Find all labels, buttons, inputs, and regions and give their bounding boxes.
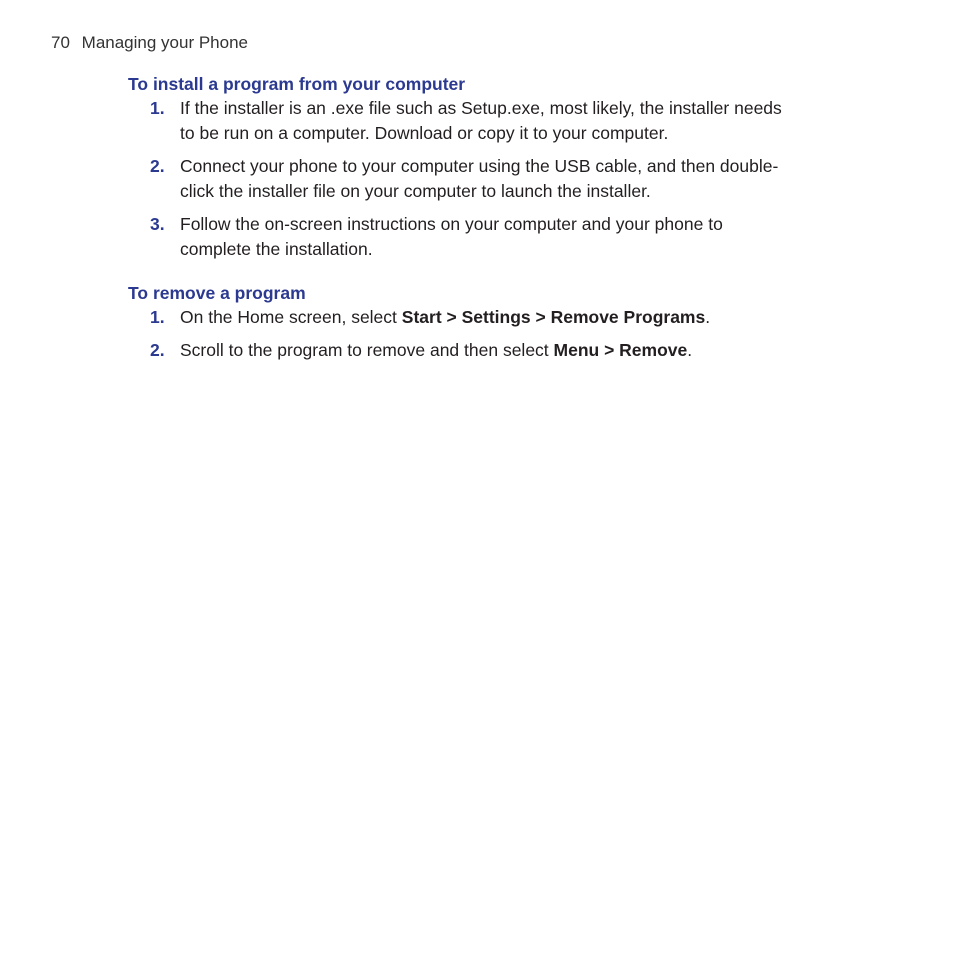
step-number: 2.: [150, 156, 165, 176]
step-number: 2.: [150, 340, 165, 360]
step-text-line: to be run on a computer. Download or copy it to your computer.: [180, 123, 669, 143]
step-text-line: If the installer is an .exe file such as Setup.exe, most likely, the installer needs: [180, 98, 782, 118]
remove-steps: [128, 305, 868, 363]
install-heading: To install a program from your computer: [128, 74, 466, 94]
step-text-line: click the installer file on your computer to launch the installer.: [180, 181, 651, 201]
step-text-end: .: [705, 307, 711, 327]
install-step: [128, 96, 868, 146]
menu-path: Start > Settings > Remove Programs: [401, 307, 706, 327]
running-title: Managing your Phone: [81, 33, 248, 52]
remove-step: [128, 305, 868, 330]
install-section: [128, 72, 868, 270]
step-text-line: Connect your phone to your computer using the USB cable, and then double-: [180, 156, 779, 176]
running-header: [51, 33, 248, 53]
step-text-line: [180, 338, 868, 363]
menu-path: Menu > Remove: [553, 340, 688, 360]
step-text-line: Follow the on-screen instructions on your computer and your phone to: [180, 214, 723, 234]
install-step: [128, 154, 868, 204]
step-text-line: [180, 305, 868, 330]
step-text-end: .: [687, 340, 693, 360]
step-number: 1.: [150, 307, 165, 327]
step-number: 1.: [150, 98, 165, 118]
remove-section: [128, 281, 868, 371]
step-text: Scroll to the program to remove and then select: [180, 340, 554, 360]
step-number: 3.: [150, 214, 165, 234]
install-steps: [128, 96, 868, 262]
step-text: On the Home screen, select: [180, 307, 402, 327]
remove-step: [128, 338, 868, 363]
step-text-line: complete the installation.: [180, 239, 373, 259]
install-step: [128, 212, 868, 262]
remove-heading: To remove a program: [128, 283, 306, 303]
page-number: 70: [51, 33, 70, 52]
